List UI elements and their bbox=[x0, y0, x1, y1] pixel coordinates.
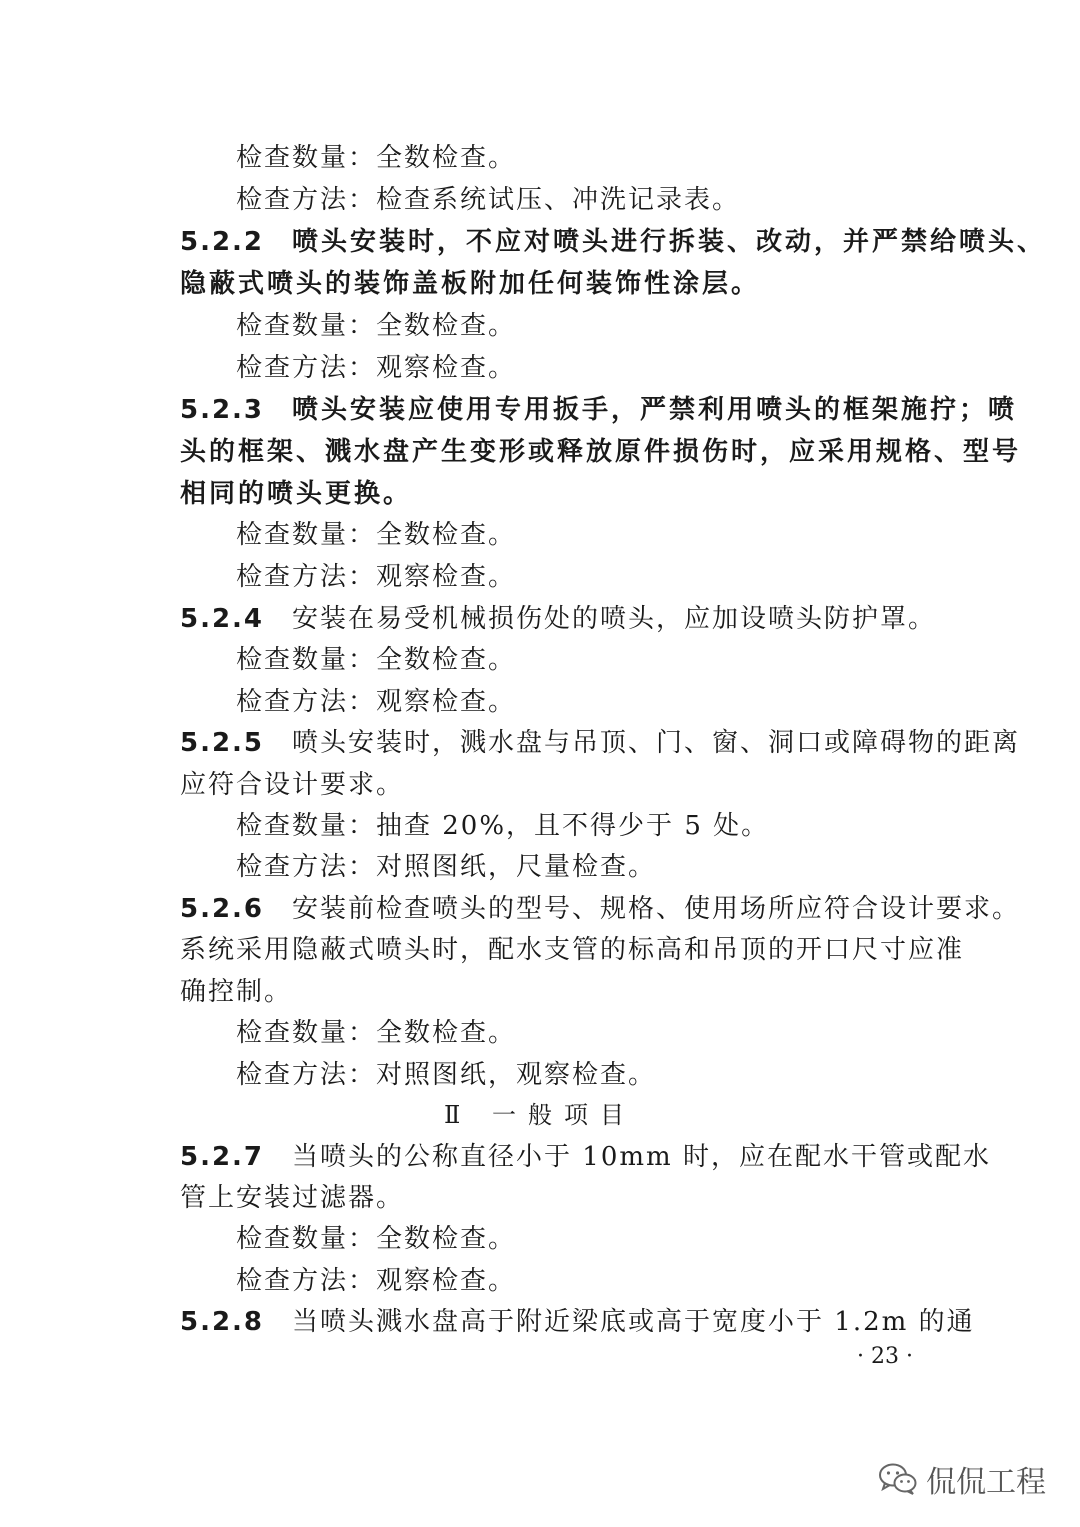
clause-5-2-3-continuation: 头的框架、溅水盘产生变形或释放原件损伤时，应采用规格、型号 bbox=[180, 437, 1022, 467]
inspection-quantity-line: 检查数量：抽查 20%，且不得少于 5 处。 bbox=[236, 811, 770, 841]
inspection-quantity-line: 检查数量：全数检查。 bbox=[236, 143, 517, 173]
clause-5-2-5: 5.2.5 喷头安装时，溅水盘与吊顶、门、窗、洞口或障碍物的距离 bbox=[180, 728, 1021, 758]
inspection-method-line: 检查方法：观察检查。 bbox=[236, 687, 517, 717]
clause-5-2-5-continuation: 应符合设计要求。 bbox=[180, 770, 405, 800]
clause-5-2-6: 5.2.6 安装前检查喷头的型号、规格、使用场所应符合设计要求。 bbox=[180, 894, 1021, 924]
inspection-method-line: 检查方法：对照图纸，尺量检查。 bbox=[236, 852, 657, 882]
clause-number: 5.2.6 bbox=[180, 894, 265, 924]
inspection-quantity-line: 检查数量：全数检查。 bbox=[236, 1018, 517, 1048]
clause-5-2-2: 5.2.2 喷头安装时，不应对喷头进行拆装、改动，并严禁给喷头、 bbox=[180, 227, 1047, 257]
clause-5-2-6-continuation: 系统采用隐蔽式喷头时，配水支管的标高和吊顶的开口尺寸应准 bbox=[180, 935, 965, 965]
watermark-text: 侃侃工程 bbox=[926, 1465, 1046, 1500]
clause-number: 5.2.2 bbox=[180, 227, 265, 257]
wechat-icon bbox=[878, 1462, 918, 1496]
inspection-quantity-line: 检查数量：全数检查。 bbox=[236, 645, 517, 675]
section-heading-general-items: Ⅱ 一般项目 bbox=[444, 1101, 636, 1129]
inspection-quantity-line: 检查数量：全数检查。 bbox=[236, 311, 517, 341]
inspection-method-line: 检查方法：观察检查。 bbox=[236, 1266, 517, 1296]
clause-5-2-3-continuation: 相同的喷头更换。 bbox=[180, 479, 413, 509]
clause-number: 5.2.7 bbox=[180, 1142, 265, 1172]
clause-5-2-8: 5.2.8 当喷头溅水盘高于附近梁底或高于宽度小于 1.2m 的通 bbox=[180, 1307, 975, 1337]
clause-5-2-7: 5.2.7 当喷头的公称直径小于 10mm 时，应在配水干管或配水 bbox=[180, 1142, 991, 1172]
clause-number: 5.2.5 bbox=[180, 728, 265, 758]
clause-5-2-7-continuation: 管上安装过滤器。 bbox=[180, 1183, 405, 1213]
page-number: · 23 · bbox=[857, 1344, 913, 1369]
clause-5-2-2-continuation: 隐蔽式喷头的装饰盖板附加任何装饰性涂层。 bbox=[180, 269, 761, 299]
inspection-method-line: 检查方法：检查系统试压、冲洗记录表。 bbox=[236, 185, 741, 215]
inspection-quantity-line: 检查数量：全数检查。 bbox=[236, 1224, 517, 1254]
clause-number: 5.2.3 bbox=[180, 395, 265, 425]
clause-5-2-4: 5.2.4 安装在易受机械损伤处的喷头，应加设喷头防护罩。 bbox=[180, 604, 937, 634]
inspection-method-line: 检查方法：对照图纸，观察检查。 bbox=[236, 1060, 657, 1090]
inspection-method-line: 检查方法：观察检查。 bbox=[236, 562, 517, 592]
clause-5-2-6-continuation: 确控制。 bbox=[180, 977, 293, 1007]
watermark bbox=[878, 1457, 1046, 1501]
clause-number: 5.2.8 bbox=[180, 1307, 265, 1337]
inspection-quantity-line: 检查数量：全数检查。 bbox=[236, 520, 517, 550]
clause-number: 5.2.4 bbox=[180, 604, 265, 634]
inspection-method-line: 检查方法：观察检查。 bbox=[236, 353, 517, 383]
clause-5-2-3: 5.2.3 喷头安装应使用专用扳手，严禁利用喷头的框架施拧；喷 bbox=[180, 395, 1018, 425]
